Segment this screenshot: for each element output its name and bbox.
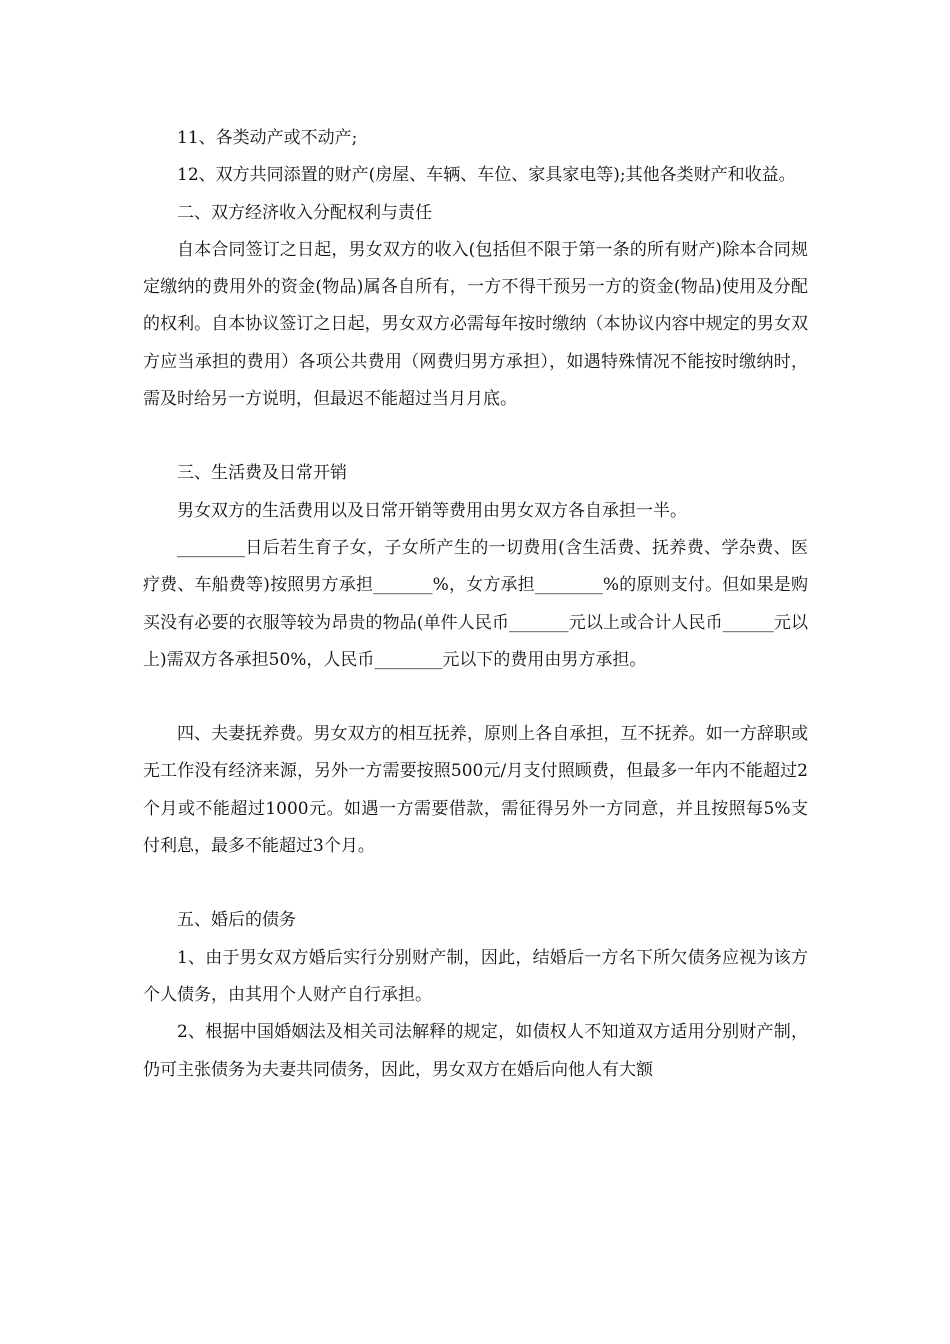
paragraph-spacer [143,865,808,902]
section-4-maintenance: 四、夫妻抚养费。男女双方的相互抚养，原则上各自承担，互不抚养。如一方辞职或无工作没有经济来源，另外一方需要按照500元/月支付照顾费，但最多一年内不能超过2个月或不能超过1000元。如遇一方需要借款，需征得另外一方同意，并且按照每5%支付利息，最多不能超过3个月。 [143,724,808,857]
paragraph-spacer [143,679,808,716]
paragraph-spacer [143,418,808,455]
section-5-item-2: 2、根据中国婚姻法及相关司法解释的规定，如债权人不知道双方适用分别财产制，仍可主张债务为夫妻共同债务，因此，男女双方在婚后向他人有大额 [143,1022,808,1080]
document-page [143,120,808,1089]
item-12-joint-property: 12、双方共同添置的财产(房屋、车辆、车位、家具家电等);其他各类财产和收益。 [177,165,796,186]
section-3-heading: 三、生活费及日常开销 [177,463,347,484]
section-2-heading: 二、双方经济收入分配权利与责任 [177,202,432,223]
section-3-living-expenses: 男女双方的生活费用以及日常开销等费用由男女双方各自承担一半。 [177,500,687,521]
section-5-heading: 五、婚后的债务 [177,910,296,931]
section-3-children-expenses: ________日后若生育子女，子女所产生的一切费用(含生活费、抚养费、学杂费、医疗费、车船费等)按照男方承担_______%，女方承担________%的原则支付。但如果是购买没有必要的衣服等较为昂贵的物品(单件人民币_______元以上或合计人民币______元以上)需双方各承担50%，人民币________元以下的费用由男方承担。 [143,537,808,670]
section-2-body: 自本合同签订之日起，男女双方的收入(包括但不限于第一条的所有财产)除本合同规定缴纳的费用外的资金(物品)属各自所有，一方不得干预另一方的资金(物品)使用及分配的权利。自本协议签订之日起，男女双方必需每年按时缴纳（本协议内容中规定的男女双方应当承担的费用）各项公共费用（网费归男方承担），如遇特殊情况不能按时缴纳时，需及时给另一方说明，但最迟不能超过当月月底。 [143,239,808,410]
section-5-item-1: 1、由于男女双方婚后实行分别财产制，因此，结婚后一方名下所欠债务应视为该方个人债务，由其用个人财产自行承担。 [143,947,808,1005]
item-11-movable-property: 11、各类动产或不动产; [177,128,358,148]
